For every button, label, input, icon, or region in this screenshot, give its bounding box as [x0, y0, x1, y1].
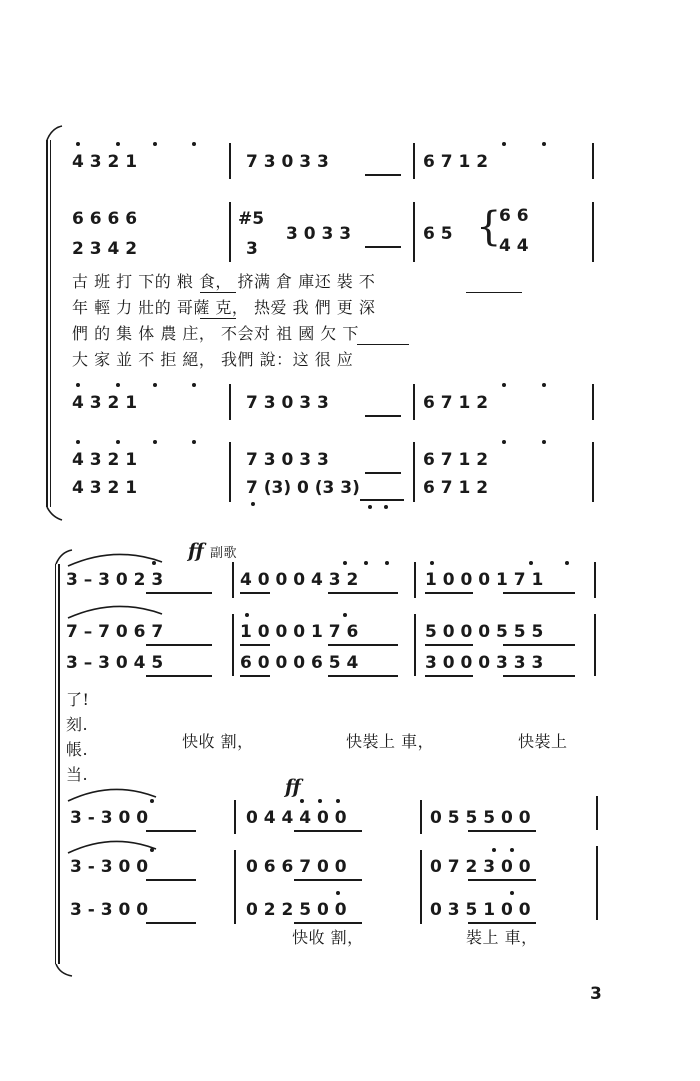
- eighth-underline: [328, 644, 398, 646]
- s1-r5-m3: 6 7 1 2: [423, 450, 489, 470]
- s3-lyric-a: 快收 割，: [292, 928, 364, 947]
- octave-dot: [565, 561, 569, 565]
- eighth-underline: [240, 675, 270, 677]
- s1-r3-m1: 2 3 4 2: [72, 239, 138, 259]
- barline: [234, 850, 236, 924]
- octave-dot: [343, 613, 347, 617]
- barline: [594, 614, 596, 676]
- octave-dot: [150, 799, 154, 803]
- eighth-underline: [468, 922, 536, 924]
- s1-r5-m2: 7 3 0 3 3: [246, 450, 329, 470]
- octave-dot: [510, 891, 514, 895]
- eighth-underline: [425, 675, 473, 677]
- page-number: 3: [590, 984, 602, 1004]
- s1-r2-m2b: 3 0 3 3: [286, 224, 352, 244]
- barline: [414, 562, 416, 598]
- s1-r6-m2: 7 (3) 0 (3 3): [246, 478, 360, 498]
- eighth-underline: [503, 592, 575, 594]
- barline: [594, 562, 596, 598]
- eighth-underline: [146, 592, 212, 594]
- s3-r1-m2: 0 4 4 4 0 0: [246, 808, 347, 828]
- barline: [232, 562, 234, 598]
- octave-dot: [150, 848, 154, 852]
- eighth-underline: [503, 675, 575, 677]
- s1-r3-m3: 4 4: [499, 236, 529, 256]
- s3-lyric-b: 裝上 車，: [466, 928, 538, 947]
- octave-dot: [529, 561, 533, 565]
- s2-r2-m2: 1 0 0 0 1 7 6: [240, 622, 359, 642]
- eighth-underline: [146, 675, 212, 677]
- chorus-label: 副歌: [210, 546, 238, 561]
- octave-dot: [510, 848, 514, 852]
- dynamic-ff: ff: [188, 540, 204, 562]
- barline: [420, 800, 422, 834]
- octave-dot: [385, 561, 389, 565]
- barline: [596, 796, 598, 830]
- s1-r1-m1: 4 3 2 1: [72, 152, 138, 172]
- eighth-underline: [146, 830, 196, 832]
- s3-r1-m3: 0 5 5 5 0 0: [430, 808, 531, 828]
- s1-r4-m2: 7 3 0 3 3: [246, 393, 329, 413]
- s2-r3-m2: 6 0 0 0 6 5 4: [240, 653, 359, 673]
- s3-r2-m2: 0 6 6 7 0 0: [246, 857, 347, 877]
- s1-r2-m1: 6 6 6 6: [72, 209, 138, 229]
- chord-brace: {: [476, 204, 502, 250]
- eighth-underline: [468, 879, 536, 881]
- barline: [232, 614, 234, 676]
- octave-dot: [245, 613, 249, 617]
- eighth-underline: [294, 922, 362, 924]
- end-syllable-1: 了!: [66, 690, 90, 709]
- s2-lyric-a: 快收 割，: [182, 732, 254, 751]
- eighth-underline: [146, 879, 196, 881]
- s1-r6-m3: 6 7 1 2: [423, 478, 489, 498]
- s3-r2-m1: 3 - 3 0 0: [70, 857, 149, 877]
- s1-lyric-1: 古 班 打 下的 粮 食， 挤满 倉 庫还 裝 不: [72, 272, 376, 291]
- s3-r1-m1: 3 - 3 0 0: [70, 808, 149, 828]
- octave-dot: [336, 891, 340, 895]
- eighth-underline: [294, 879, 362, 881]
- barline: [414, 614, 416, 676]
- octave-dot: [430, 561, 434, 565]
- s3-r3-m1: 3 - 3 0 0: [70, 900, 149, 920]
- s2-r1-m2: 4 0 0 0 4 3 2: [240, 570, 359, 590]
- s3-r3-m2: 0 2 2 5 0 0: [246, 900, 347, 920]
- s2-lyric-c: 快裝上: [518, 732, 568, 751]
- s1-lyric-2: 年 輕 力 壯的 哥薩 克， 热爱 我 們 更 深: [72, 298, 376, 317]
- eighth-underline: [425, 592, 473, 594]
- eighth-underline: [425, 644, 473, 646]
- s2-lyric-b: 快裝上 車，: [346, 732, 435, 751]
- s1-r6-m1: 4 3 2 1: [72, 478, 138, 498]
- s1-r4-m1: 4 3 2 1: [72, 393, 138, 413]
- octave-dot: [336, 799, 340, 803]
- eighth-underline: [503, 644, 575, 646]
- s2-r3-m3: 3 0 0 0 3 3 3: [425, 653, 544, 673]
- eighth-underline: [146, 644, 212, 646]
- s2-r1-m1: 3 – 3 0 2 3: [66, 570, 164, 590]
- eighth-underline: [328, 592, 398, 594]
- s2-r3-m1: 3 – 3 0 4 5: [66, 653, 164, 673]
- s1-r3-m2: 3: [246, 239, 258, 259]
- s2-r1-m3: 1 0 0 0 1 7 1: [425, 570, 544, 590]
- eighth-underline: [146, 922, 196, 924]
- s1-r1-m3: 6 7 1 2: [423, 152, 489, 172]
- octave-dot: [492, 848, 496, 852]
- eighth-underline: [240, 592, 270, 594]
- s1-lyric-3: 們 的 集 体 農 庄， 不会对 祖 國 欠 下: [72, 324, 359, 343]
- s3-r3-m3: 0 3 5 1 0 0: [430, 900, 531, 920]
- end-syllable-2: 刻.: [66, 715, 89, 734]
- octave-dot: [318, 799, 322, 803]
- s2-r2-m1: 7 – 7 0 6 7: [66, 622, 164, 642]
- s3-r2-m3: 0 7 2 3 0 0: [430, 857, 531, 877]
- barline: [420, 850, 422, 924]
- s1-lyric-4: 大 家 並 不 拒 絕， 我們 說：这 很 应: [72, 350, 354, 369]
- end-syllable-3: 帳.: [66, 740, 89, 759]
- s1-r4-m3: 6 7 1 2: [423, 393, 489, 413]
- eighth-underline: [468, 830, 536, 832]
- octave-dot: [152, 561, 156, 565]
- s1-r2-m2a: #5: [238, 209, 265, 229]
- eighth-underline: [294, 830, 362, 832]
- s1-r5-m1: 4 3 2 1: [72, 450, 138, 470]
- octave-dot: [364, 561, 368, 565]
- octave-dot: [300, 799, 304, 803]
- s1-r1-m2: 7 3 0 3 3: [246, 152, 329, 172]
- dynamic-ff: ff: [285, 776, 301, 798]
- barline: [596, 846, 598, 920]
- barline: [234, 800, 236, 834]
- eighth-underline: [328, 675, 398, 677]
- end-syllable-4: 当.: [66, 765, 89, 784]
- s2-r2-m3: 5 0 0 0 5 5 5: [425, 622, 544, 642]
- eighth-underline: [240, 644, 270, 646]
- octave-dot: [343, 561, 347, 565]
- s1-r2-m3b: 6 6: [499, 206, 529, 226]
- s1-r2-m3a: 6 5: [423, 224, 453, 244]
